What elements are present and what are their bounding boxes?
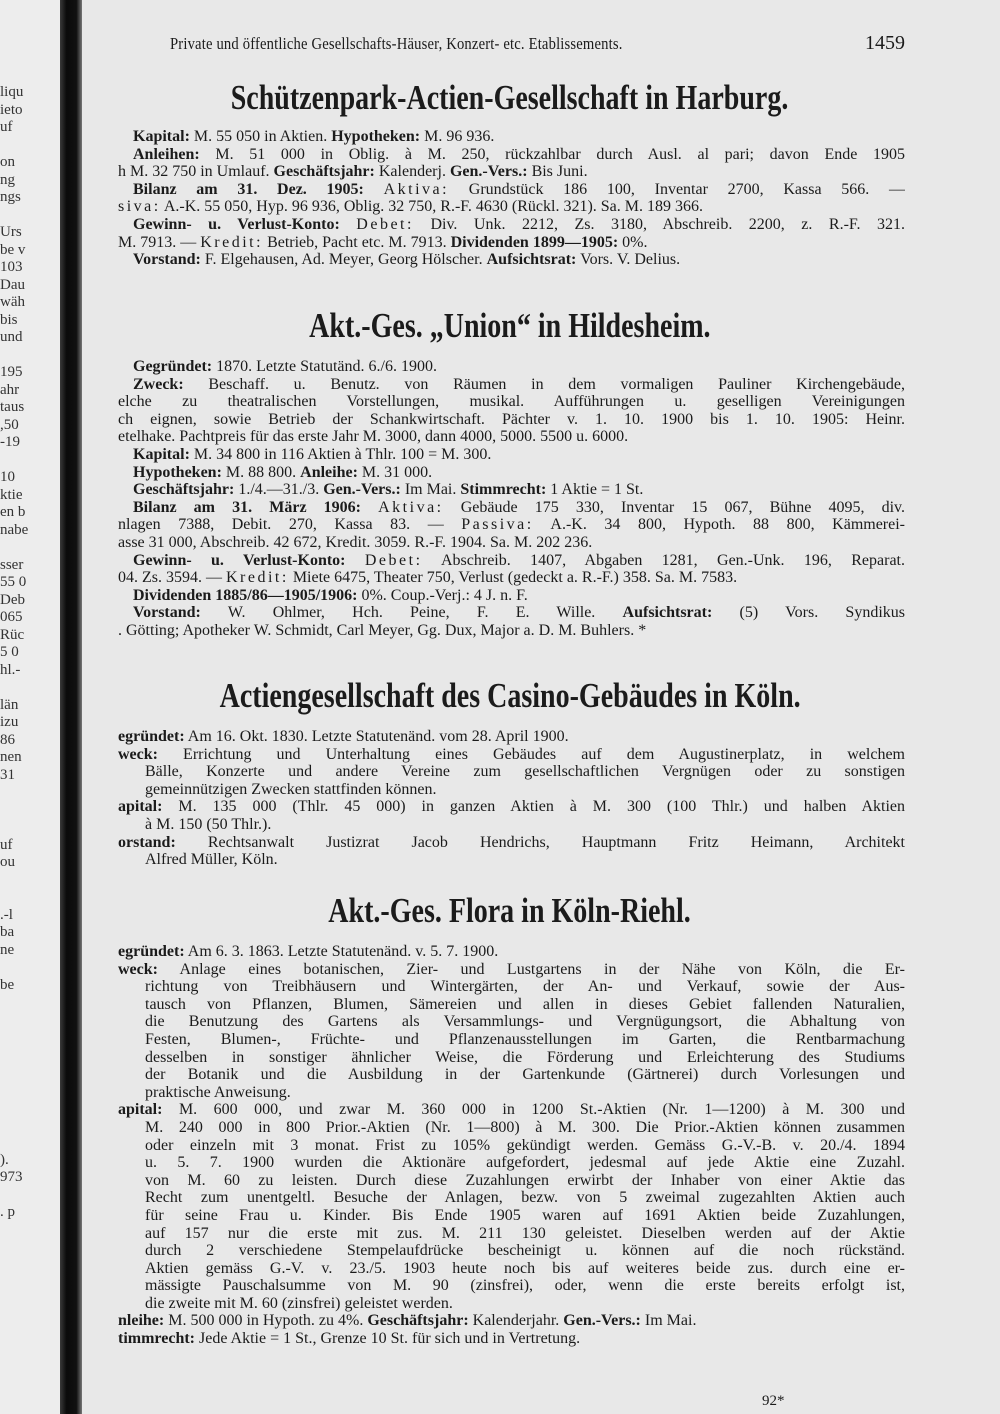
text-line — [115, 1066, 905, 1084]
fragment-line — [0, 1099, 62, 1117]
section-heading — [115, 76, 905, 120]
field-label: Gen.-Vers.: — [449, 163, 528, 181]
field-text: ch eignen, sowie Betrieb der Schankwirtschaft. Pächter v. 1. 10. 1900 bis 1. 10. 1905: Heinr. — [118, 410, 905, 428]
field-label: weck: — [118, 745, 158, 763]
field-text: A.-K. 55 050, Hyp. 96 936, Oblig. 32 750, R.-F. 4630 (Rückl. 321). Sa. M. 189 366. — [160, 198, 703, 216]
section-union-hildesheim — [115, 304, 905, 640]
text-line — [115, 961, 905, 979]
text-line — [115, 1137, 905, 1155]
field-text: h M. 32 750 in Umlauf. — [118, 163, 274, 181]
field-text: 0%. Coup.-Verj.: 4 J. n. F. — [357, 586, 528, 604]
fragment-line: sser — [0, 556, 24, 573]
text-line — [115, 746, 905, 764]
field-text: M. 55 050 in Aktien. — [189, 128, 332, 145]
field-label: nleihe: — [118, 1312, 165, 1330]
field-label: Anleihen: — [133, 145, 200, 163]
fragment-line — [0, 889, 62, 907]
fragment-line: ou — [0, 854, 15, 870]
text-line — [115, 552, 905, 570]
text-line — [115, 587, 905, 605]
text-line — [115, 428, 905, 446]
text-line — [115, 943, 905, 961]
field-text: gemeinnützigen Zwecken stattfinden können. — [145, 780, 437, 798]
field-text: Recht zum unentgeltl. Besuche der Anlagen, bezw. von 5 zweimal zugezahlten Aktien auch — [145, 1189, 905, 1207]
text-line — [115, 1031, 905, 1049]
fragment-line — [0, 452, 62, 470]
field-label: Gewinn- u. Verlust-Konto: — [133, 215, 340, 233]
field-text: 1./4.—31./3. — [234, 481, 324, 499]
text-line — [115, 1189, 905, 1207]
fragment-line: ahr — [0, 381, 20, 398]
fragment-line — [0, 137, 62, 155]
text-line — [115, 1330, 905, 1348]
section-heading-text: Akt.-Ges. Flora in Köln-Riehl. — [328, 891, 692, 930]
fragment-line: und — [0, 329, 23, 345]
field-text: Anlage eines botanischen, Zier- und Lustgartens in der Nähe von Köln, die Er- — [157, 960, 905, 978]
text-line — [115, 358, 905, 376]
text-line — [115, 622, 905, 640]
text-line — [115, 1049, 905, 1067]
fragment-line — [0, 872, 62, 890]
field-text: tausch von Pflanzen, Blumen, Sämereien und allen in dieses Gebiet fallenden Naturalien, — [145, 995, 905, 1013]
field-text: A.-K. 34 800, Hypoth. 88 800, Kämmerei- — [533, 516, 905, 534]
fragment-line: ne — [0, 941, 15, 958]
fragment-line: 065 — [0, 609, 23, 625]
text-line — [115, 216, 905, 234]
section-heading — [115, 674, 905, 718]
field-text: auf 157 nur die erste mit zus. M. 211 130 geleistet. Dieselben werden auf der Aktie — [145, 1224, 905, 1242]
field-label: Dividenden 1885/86—1905/1906: — [133, 586, 358, 604]
text-line — [115, 534, 905, 552]
field-text: asse 31 000, Abschreib. 42 672, Kredit. 3059. R.-F. 1904. Sa. M. 202 236. — [118, 533, 593, 551]
fragment-line — [0, 1187, 62, 1205]
fragment-line — [0, 1134, 62, 1152]
section-heading-text: Schützenpark-Actien-Gesellschaft in Harburg. — [231, 78, 789, 117]
text-line — [115, 1154, 905, 1172]
text-line — [115, 1084, 905, 1102]
field-text: M. 96 936. — [420, 128, 495, 145]
text-line — [115, 181, 905, 199]
fragment-line — [0, 1064, 62, 1082]
fragment-line: bis — [0, 311, 18, 328]
field-text: à M. 150 (50 Thlr.). — [145, 815, 272, 833]
text-line — [115, 1277, 905, 1295]
text-line — [115, 1295, 905, 1313]
field-text: Vors. V. Delius. — [576, 251, 681, 269]
text-line — [115, 1013, 905, 1031]
section-casino-koeln — [115, 674, 905, 869]
field-text: die Benutzung des Gartens als Versammlungs- und Vergnügungsort, die Abhaltung von — [145, 1013, 905, 1031]
field-text: siva: — [118, 198, 161, 216]
field-text: desselben in sonstiger ähnlicher Weise, die Förderung und Erleichterung des Studiums — [145, 1048, 905, 1066]
text-line — [115, 198, 905, 216]
field-text: die zweite mit M. 60 (zinsfrei) geleistet werden. — [145, 1294, 453, 1312]
fragment-line: 103 — [0, 259, 23, 275]
fragment-line — [0, 994, 62, 1012]
field-label: Kapital: — [133, 128, 190, 145]
fragment-line — [0, 959, 62, 977]
field-text: 1870. Letzte Statutänd. 6./6. 1900. — [212, 358, 437, 375]
fragment-line: ieto — [0, 101, 23, 118]
field-label: apital: — [118, 1101, 163, 1119]
field-text: Festen, Blumen-, Früchte- und Pflanzenausstellungen im Garten, die Rentbarmachung — [145, 1030, 905, 1048]
field-text: (5) Vors. Syndikus — [712, 604, 905, 622]
field-text: Gebäude 175 330, Inventar 15 067, Bühne 4095, div. — [443, 498, 905, 516]
fragment-line: taus — [0, 399, 25, 415]
field-text: M. 600 000, und zwar M. 360 000 in 1200 St.-Aktien (Nr. 1—1200) à M. 300 und — [162, 1101, 905, 1119]
field-label: egründet: — [118, 943, 185, 960]
field-text: von M. 60 zu leisten. Durch diese Zuzahlungen erwirbt der Inhaber von einer Aktie das — [145, 1171, 905, 1189]
text-line — [115, 1312, 905, 1330]
field-text — [364, 181, 384, 198]
fragment-line: ngs — [0, 189, 21, 205]
text-line — [115, 1225, 905, 1243]
field-text: M. 34 800 in 116 Aktien à Thlr. 100 = M. 300. — [189, 445, 492, 463]
fragment-line: uf — [0, 836, 13, 853]
field-label: orstand: — [118, 833, 176, 851]
fragment-line: hl.- — [0, 661, 21, 678]
fragment-line: 5 0 — [0, 644, 19, 660]
fragment-line: .-l — [0, 906, 13, 923]
section-heading-text: Akt.-Ges. „Union“ in Hildesheim. — [309, 306, 711, 345]
section-heading — [115, 889, 905, 933]
fragment-line: ). — [0, 1151, 9, 1168]
fragment-line: 86 — [0, 731, 15, 748]
fragment-line — [0, 802, 62, 820]
field-label: Vorstand: — [133, 251, 201, 269]
field-label: Aufsichtsrat: — [486, 251, 577, 269]
field-text: Aktiva: — [378, 498, 444, 516]
text-line — [115, 1101, 905, 1119]
running-head — [170, 34, 905, 54]
text-line — [115, 234, 905, 252]
section-flora-koeln-riehl — [115, 889, 905, 1348]
text-line — [115, 1119, 905, 1137]
field-label: timmrecht: — [118, 1330, 195, 1348]
field-text: Bälle, Konzerte und andere Vereine zum gesellschaftlichen Vergnügen oder zu sonstigen — [145, 763, 905, 781]
field-text: Div. Unk. 2212, Zs. 3180, Abschreib. 2200, z. R.-F. 321. — [413, 215, 905, 233]
field-text: M. 500 000 in Hypoth. zu 4%. — [164, 1312, 368, 1330]
fragment-line: wäh — [0, 294, 25, 310]
field-text: u. 5. 7. 1900 wurden die Aktionäre aufgefordert, jedesmal auf jede Aktie eine Zuzahl. — [145, 1154, 905, 1172]
text-line — [115, 1172, 905, 1190]
field-text: Alfred Müller, Köln. — [145, 851, 278, 869]
field-label: apital: — [118, 798, 163, 816]
fragment-line — [0, 1117, 62, 1135]
field-text: Errichtung und Unterhaltung eines Gebäudes auf dem Augustinerplatz, in welchem — [157, 745, 905, 763]
field-label: Gen.-Vers.: — [563, 1312, 641, 1330]
field-text: Im Mai. — [400, 481, 461, 499]
text-line — [115, 781, 905, 799]
fragment-line: uf — [0, 119, 13, 135]
text-line — [115, 251, 905, 269]
field-text: Jede Aktie = 1 St., Grenze 10 St. für sich und in Vertretung. — [195, 1330, 581, 1348]
field-text: 0%. — [618, 233, 648, 251]
field-label: Geschäftsjahr: — [273, 163, 375, 181]
field-text: Kredit: — [200, 233, 264, 251]
book-gutter — [60, 0, 82, 1414]
section-heading — [115, 304, 905, 348]
fragment-line — [0, 819, 62, 837]
text-line — [115, 1242, 905, 1260]
fragment-line: -19 — [0, 434, 20, 450]
text-line — [115, 816, 905, 834]
text-line — [115, 978, 905, 996]
fragment-line — [0, 347, 62, 365]
field-text: . Götting; Apotheker W. Schmidt, Carl Meyer, Gg. Dux, Major a. D. M. Buhlers. * — [118, 621, 647, 639]
fragment-line — [0, 679, 62, 697]
field-label: Stimmrecht: — [460, 481, 547, 499]
fragment-line — [0, 539, 62, 557]
fragment-line — [0, 1082, 62, 1100]
field-text: Aktien gemäss G.-V. v. 23./5. 1903 heute noch bis auf weiteres beide zus. durch eine er- — [145, 1259, 905, 1277]
field-text: F. Elgehausen, Ad. Meyer, Georg Hölscher. — [200, 251, 487, 269]
text-line — [115, 376, 905, 394]
fragment-line: liqu — [0, 84, 24, 100]
previous-page-text-fragments — [0, 84, 62, 1222]
text-line — [115, 996, 905, 1014]
field-label: Hypotheken: — [133, 463, 222, 481]
field-text: der Botanik und die Ausbildung in der Gartenkunde (Gärtnerei) durch Vorlesungen und — [145, 1066, 905, 1084]
fragment-line: Dau — [0, 276, 25, 293]
fragment-line: ng — [0, 171, 15, 188]
text-line — [115, 1260, 905, 1278]
field-label: Gen.-Vers.: — [323, 481, 401, 499]
fragment-line: 55 0 — [0, 574, 27, 590]
field-text: M. 135 000 (Thlr. 45 000) in ganzen Aktien à M. 300 (100 Thlr.) und halben Aktien — [162, 798, 905, 816]
field-label: egründet: — [118, 728, 185, 745]
field-text: Aktiva: — [383, 180, 450, 198]
field-text: etelhake. Pachtpreis für das erste Jahr M. 3000, dann 4000, 5000. 5500 u. 6000. — [118, 428, 629, 446]
field-label: Gewinn- u. Verlust-Konto: — [133, 551, 346, 569]
fragment-line: nabe — [0, 521, 29, 538]
field-text: Debet: — [364, 551, 423, 569]
fragment-line: 10 — [0, 469, 15, 485]
field-label: Gegründet: — [133, 358, 213, 375]
fragment-line: ,50 — [0, 416, 19, 433]
text-line — [115, 516, 905, 534]
field-label: Geschäftsjahr: — [367, 1312, 469, 1330]
field-text: richtung von Treibhäusern und Wintergärten, der An- und Verkauf, sowie der Aus- — [145, 978, 905, 996]
text-line — [115, 499, 905, 517]
text-line — [115, 128, 905, 146]
field-text: Rechtsanwalt Justizrat Jacob Hendrichs, Hauptmann Fritz Heimann, Architekt — [175, 833, 905, 851]
field-text: Miete 6475, Theater 750, Verlust (gedeckt a. R.-F.) 358. Sa. M. 7583. — [288, 569, 738, 587]
fragment-line — [0, 1029, 62, 1047]
fragment-line: be — [0, 976, 15, 993]
fragment-line: en b — [0, 504, 26, 520]
field-text: elche zu theatralischen Vorstellungen, musikal. Aufführungen u. geselligen Vereinigungen — [118, 393, 905, 411]
field-label: Bilanz am 31. Dez. 1905: — [133, 180, 364, 198]
text-line — [115, 393, 905, 411]
fragment-line — [0, 784, 62, 802]
field-text: für seine Frau u. Kinder. Bis Ende 1905 waren auf 1691 Aktien beide Zuzahlungen, — [145, 1206, 905, 1224]
field-text: oder einzeln mit 3 monat. Frist zu 105% gekündigt werden. Gemäss G.-V.-B. v. 20./4. 1894 — [145, 1136, 905, 1154]
signature-mark: 92* — [762, 1393, 785, 1409]
fragment-line: on — [0, 154, 15, 170]
field-text: Beschaff. u. Benutz. von Räumen in dem vormaligen Pauliner Kirchengebäude, — [183, 375, 905, 393]
fragment-line: 195 — [0, 364, 23, 380]
field-text — [346, 552, 365, 569]
field-text: Am 6. 3. 1863. Letzte Statutenänd. v. 5. 7. 1900. — [184, 943, 499, 960]
text-line — [115, 728, 905, 746]
field-label: Bilanz am 31. März 1906: — [133, 498, 361, 516]
text-line — [115, 481, 905, 499]
field-text: mässigte Pauschalsumme von M. 90 (zinsfrei), oder, wenn die erste bereits erfolgt ist, — [145, 1277, 905, 1295]
field-text: Grundstück 186 100, Inventar 2700, Kassa 566. — — [449, 180, 905, 198]
text-line — [115, 1207, 905, 1225]
field-text: Betrieb, Pacht etc. M. 7913. — [263, 233, 451, 251]
field-text: M. 7913. — — [118, 233, 201, 251]
field-label: weck: — [118, 960, 158, 978]
text-line — [115, 446, 905, 464]
field-label: Vorstand: — [133, 604, 201, 622]
fragment-line: Urs — [0, 224, 22, 240]
text-line — [115, 763, 905, 781]
fragment-line: ktie — [0, 486, 23, 503]
fragment-line: ba — [0, 924, 15, 940]
field-text: Passiva: — [461, 516, 534, 534]
field-text: Kalenderjahr. — [468, 1312, 564, 1330]
section-schuetzenpark-harburg — [115, 76, 905, 269]
fragment-line: Rüc — [0, 626, 25, 643]
field-text: Im Mai. — [640, 1312, 697, 1330]
field-text: durch 2 verschiedene Stempelaufdrücke bescheinigt u. können auf die noch rückständ. — [145, 1242, 905, 1260]
text-line — [115, 834, 905, 852]
text-line — [115, 569, 905, 587]
field-text: Kalenderj. — [374, 163, 450, 181]
field-text: Kredit: — [226, 569, 289, 587]
fragment-line: Deb — [0, 591, 25, 608]
field-text: Abschreib. 1407, Abgaben 1281, Gen.-Unk. 196, Reparat. — [422, 551, 905, 569]
field-text: Am 16. Okt. 1830. Letzte Statutenänd. vom 28. April 1900. — [184, 728, 569, 745]
field-text: M. 31 000. — [357, 463, 433, 481]
field-label: Zweck: — [133, 375, 184, 393]
field-text — [340, 216, 357, 233]
field-text: W. Ohlmer, Hch. Peine, F. E. Wille. — [200, 604, 623, 622]
section-heading-text: Actiengesellschaft des Casino-Gebäudes in Köln. — [219, 676, 801, 715]
fragment-line: 973 — [0, 1169, 23, 1185]
field-text: M. 51 000 in Oblig. à M. 250, rückzahlbar durch Ausl. al pari; davon Ende 1905 — [199, 145, 905, 163]
text-line — [115, 146, 905, 164]
fragment-line: län — [0, 696, 19, 713]
field-text: nlagen 7388, Debit. 270, Kassa 83. — — [118, 516, 462, 534]
fragment-line — [0, 1047, 62, 1065]
field-text: M. 240 000 in 800 Prior.-Aktien (Nr. 1—800) à M. 300. Die Prior.-Aktien können zusammen — [145, 1118, 905, 1136]
field-text — [361, 499, 378, 516]
field-text: 04. Zs. 3594. — — [118, 569, 226, 587]
field-label: Geschäftsjahr: — [133, 481, 235, 499]
field-label: Aufsichtsrat: — [622, 604, 713, 622]
field-label: Hypotheken: — [331, 128, 421, 145]
text-line — [115, 851, 905, 869]
fragment-line — [0, 1012, 62, 1030]
text-line — [115, 604, 905, 622]
text-line — [115, 464, 905, 482]
previous-page-edge — [0, 0, 62, 1414]
field-text: Debet: — [356, 215, 414, 233]
fragment-line: 31 — [0, 766, 15, 783]
text-line — [115, 411, 905, 429]
page-number: 1459 — [865, 32, 905, 54]
running-head-title: Private und öffentliche Gesellschafts-Häuser, Konzert- etc. Etablissements. — [170, 34, 623, 53]
text-line — [115, 163, 905, 181]
fragment-line — [0, 207, 62, 225]
field-text: Bis Juni. — [527, 163, 588, 181]
field-label: Dividenden 1899—1905: — [450, 233, 619, 251]
text-line — [115, 798, 905, 816]
fragment-line: izu — [0, 714, 19, 730]
fragment-line: . p — [0, 1204, 15, 1220]
field-text: M. 88 800. — [221, 463, 301, 481]
fragment-line: nen — [0, 749, 22, 765]
field-text: 1 Aktie = 1 St. — [546, 481, 644, 499]
field-label: Kapital: — [133, 445, 190, 463]
fragment-line: be v — [0, 241, 26, 258]
field-label: Anleihe: — [300, 463, 358, 481]
field-text: praktische Anweisung. — [145, 1083, 291, 1101]
